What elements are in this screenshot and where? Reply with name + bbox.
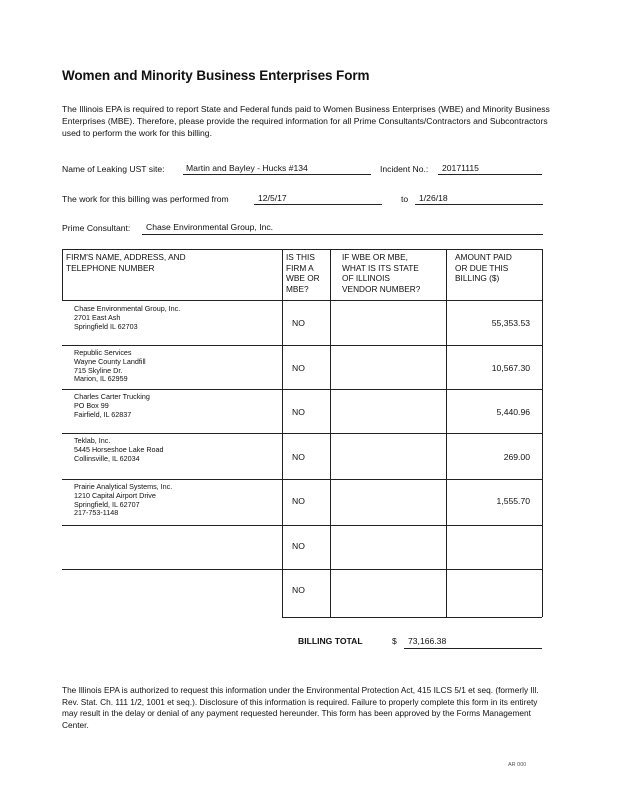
intro-paragraph: The Illinois EPA is required to report State and Federal funds paid to Women Business Enterprises (WBE) and Minority Business Enterprises (MBE). Therefore, please provide the required information for all Prime Consultants/Contractors and Subcontractors used to perform the work for this billing. — [62, 104, 550, 138]
table-row-is-wbe: NO — [292, 407, 305, 417]
table-row-is-wbe: NO — [292, 363, 305, 373]
table-row-amount: 269.00 — [503, 452, 530, 462]
header-firm: FIRM'S NAME, ADDRESS, AND TELEPHONE NUMBER — [66, 252, 186, 273]
billing-total-currency: $ — [392, 636, 397, 646]
site-label: Name of Leaking UST site: — [62, 164, 165, 174]
billing-total-value: 73,166.38 — [408, 636, 447, 646]
table-row-is-wbe: NO — [292, 585, 305, 595]
table-row-is-wbe: NO — [292, 452, 305, 462]
table-row-is-wbe: NO — [292, 496, 305, 506]
incident-underline — [438, 174, 542, 175]
table-row-amount: 1,555.70 — [496, 496, 530, 506]
table-row-firm: Republic Services Wayne County Landfill 715 Skyline Dr. Marion, IL 62959 — [74, 348, 146, 384]
period-to-label: to — [401, 194, 409, 204]
table-row-amount: 5,440.96 — [496, 407, 530, 417]
table-right-rule — [542, 249, 543, 617]
prime-underline — [142, 234, 543, 235]
table-row-is-wbe: NO — [292, 318, 305, 328]
prime-value: Chase Environmental Group, Inc. — [146, 222, 274, 232]
site-value: Martin and Bayley - Hucks #134 — [186, 163, 308, 173]
billing-total-label: BILLING TOTAL — [298, 636, 363, 646]
row-rule — [62, 479, 542, 480]
header-amount: AMOUNT PAID OR DUE THIS BILLING ($) — [455, 252, 512, 283]
billing-total-underline — [404, 648, 542, 649]
row-rule — [62, 389, 542, 390]
page-code: AR 000 — [508, 762, 527, 768]
table-top-rule — [62, 249, 542, 250]
incident-label: Incident No.: — [380, 164, 429, 174]
period-to: 1/26/18 — [419, 193, 448, 203]
table-row-amount: 55,353.53 — [491, 318, 530, 328]
table-row-firm: Charles Carter Trucking PO Box 99 Fairfield, IL 62837 — [74, 392, 150, 419]
incident-value: 20171115 — [442, 163, 479, 173]
form-title: Women and Minority Business Enterprises Form — [62, 68, 370, 83]
table-row-firm: Prairie Analytical Systems, Inc. 1210 Capital Airport Drive Springfield, IL 62707 217-753-1148 — [74, 482, 173, 518]
table-row-is-wbe: NO — [292, 541, 305, 551]
table-row-firm: Teklab, Inc. 5445 Horseshoe Lake Road Collinsville, IL 62034 — [74, 436, 164, 463]
site-underline — [183, 174, 371, 175]
table-row-amount: 10,567.30 — [491, 363, 530, 373]
period-to-underline — [415, 204, 543, 205]
period-from-underline — [254, 204, 382, 205]
row-rule — [62, 525, 542, 526]
header-vendor: IF WBE OR MBE, WHAT IS ITS STATE OF ILLINOIS VENDOR NUMBER? — [342, 252, 421, 294]
row-rule — [62, 569, 542, 570]
footer-paragraph: The Illinois EPA is authorized to request this information under the Environmental Protection Act, 415 ILCS 5/1 et seq. (formerly Ill. Rev. Stat. Ch. 111 1/2, 1001 et seq.). Disclosure of this information is required. Failure to properly complete this form in its entirety may result in the delay or denial of any payment requested hereunder. This form has been approved by the Forms Management Center. — [62, 685, 539, 730]
table-left-rule — [62, 249, 63, 300]
row-rule — [62, 345, 542, 346]
table-row-firm: Chase Environmental Group, Inc. 2701 East Ash Springfield IL 62703 — [74, 304, 181, 331]
prime-label: Prime Consultant: — [62, 223, 131, 233]
period-from: 12/5/17 — [258, 193, 287, 203]
row-rule — [62, 433, 542, 434]
table-bottom-rule — [282, 617, 542, 618]
header-is-wbe: IS THIS FIRM A WBE OR MBE? — [286, 252, 320, 294]
table-header-rule — [62, 300, 542, 301]
period-label: The work for this billing was performed from — [62, 194, 229, 204]
